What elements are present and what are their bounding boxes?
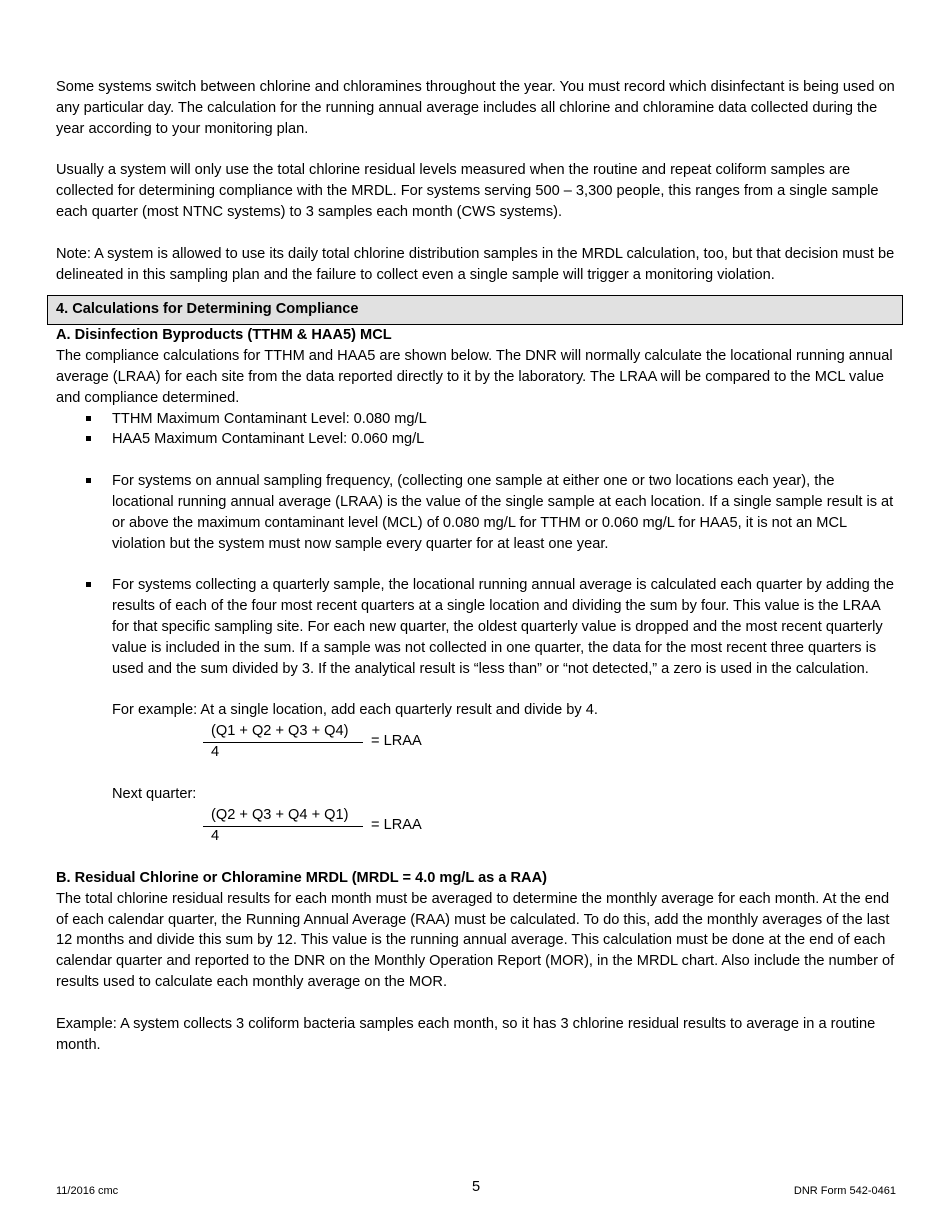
formula-numerator: (Q1 + Q2 + Q3 + Q4) [211,723,349,740]
list-item: For systems on annual sampling frequency, (collecting one sample at either one or two locations each year), the locational running annual average (LRAA) is the value of the single sample at each location. If a single sample result is at or above the maximum contaminant level (MCL) of 0.080 mg/L for TTHM or 0.060 mg/L for HAA5, it is not an MCL violation but the system must now sample every quarter for at least one year. [56,471,896,554]
formula-result: = LRAA [371,816,422,833]
fraction-bar [203,742,363,743]
page-footer [56,1177,896,1197]
footer-revision: 11/2016 cmc [56,1185,119,1197]
subsection-a-heading: A. Disinfection Byproducts (TTHM & HAA5) MCL [56,327,392,344]
page-number: 5 [471,1179,481,1195]
intro-paragraph-3: Note: A system is allowed to use its daily total chlorine distribution samples in the MRDL calculation, too, but that decision must be delineated in this sampling plan and the failure to collect even a single sample will trigger a monitoring violation. [56,245,895,283]
example-intro: For example: At a single location, add each quarterly result and divide by 4. [112,702,598,719]
formula-numerator: (Q2 + Q3 + Q4 + Q1) [211,806,349,823]
subsection-b-body: The total chlorine residual results for each month must be averaged to determine the monthly average for each month. At the end of each calendar quarter, the Running Annual Average (RAA) must be calculated. To do this, add the monthly averages of the last 12 months and divide this sum by 12. This value is the running annual average. This calculation must be done at the end of each calendar quarter and reported to the DNR on the Monthly Operation Report (MOR), in the MRDL chart. Also include the number of results used to calculate each monthly average on the MOR. [56,890,895,990]
list-item: HAA5 Maximum Contaminant Level: 0.060 mg/L [56,429,896,450]
intro-paragraph-2: Usually a system will only use the total chlorine residual levels measured when the routine and repeat coliform samples are collected for determining compliance with the MRDL. For systems serving 500 – 3,300 people, this ranges from a single sample each quarter (most NTNC systems) to 3 samples each month (CWS systems). [56,162,879,220]
lraa-formula-1 [203,721,503,763]
mcl-bullet-list [56,409,896,451]
section-4-header: 4. Calculations for Determining Compliance [47,295,903,325]
intro-paragraph-1: Some systems switch between chlorine and chloramines throughout the year. You must record which disinfectant is being used on any particular day. The calculation for the running annual average includes all chlorine and chloramine data collected during the year according to your monitoring plan. [56,79,895,137]
formula-denominator: 4 [211,827,220,844]
list-item: TTHM Maximum Contaminant Level: 0.080 mg/L [56,409,896,430]
next-quarter-label: Next quarter: [112,786,197,803]
annual-sampling-bullet [56,471,896,554]
formula-result: = LRAA [371,733,422,750]
footer-form-number: DNR Form 542-0461 [793,1185,896,1197]
subsection-b-heading: B. Residual Chlorine or Chloramine MRDL (MRDL = 4.0 mg/L as a RAA) [56,869,547,886]
subsection-b-example: Example: A system collects 3 coliform bacteria samples each month, so it has 3 chlorine residual results to average in a routine month. [56,1015,876,1053]
quarterly-sampling-bullet [56,575,896,679]
subsection-a-body: The compliance calculations for TTHM and HAA5 are shown below. The DNR will normally calculate the locational running annual average (LRAA) for each site from the data reported directly to it by the laboratory. The LRAA will be compared to the MCL value and compliance determined. [56,348,893,406]
fraction-bar [203,826,363,827]
formula-denominator: 4 [211,744,220,761]
list-item: For systems collecting a quarterly sample, the locational running annual average is calculated each quarter by adding the results of each of the four most recent quarters at a single location and dividing the sum by four. This value is the LRAA for that specific sampling site. For each new quarter, the oldest quarterly value is dropped and the most recent quarterly value is included in the sum. If a sample was not collected in one quarter, the data for the most recent three quarters is used and the sum divided by 3. If the analytical result is “less than” or “not detected,” a zero is used in the calculation. [56,575,896,679]
document-body [56,77,896,1055]
lraa-formula-2 [203,805,503,847]
